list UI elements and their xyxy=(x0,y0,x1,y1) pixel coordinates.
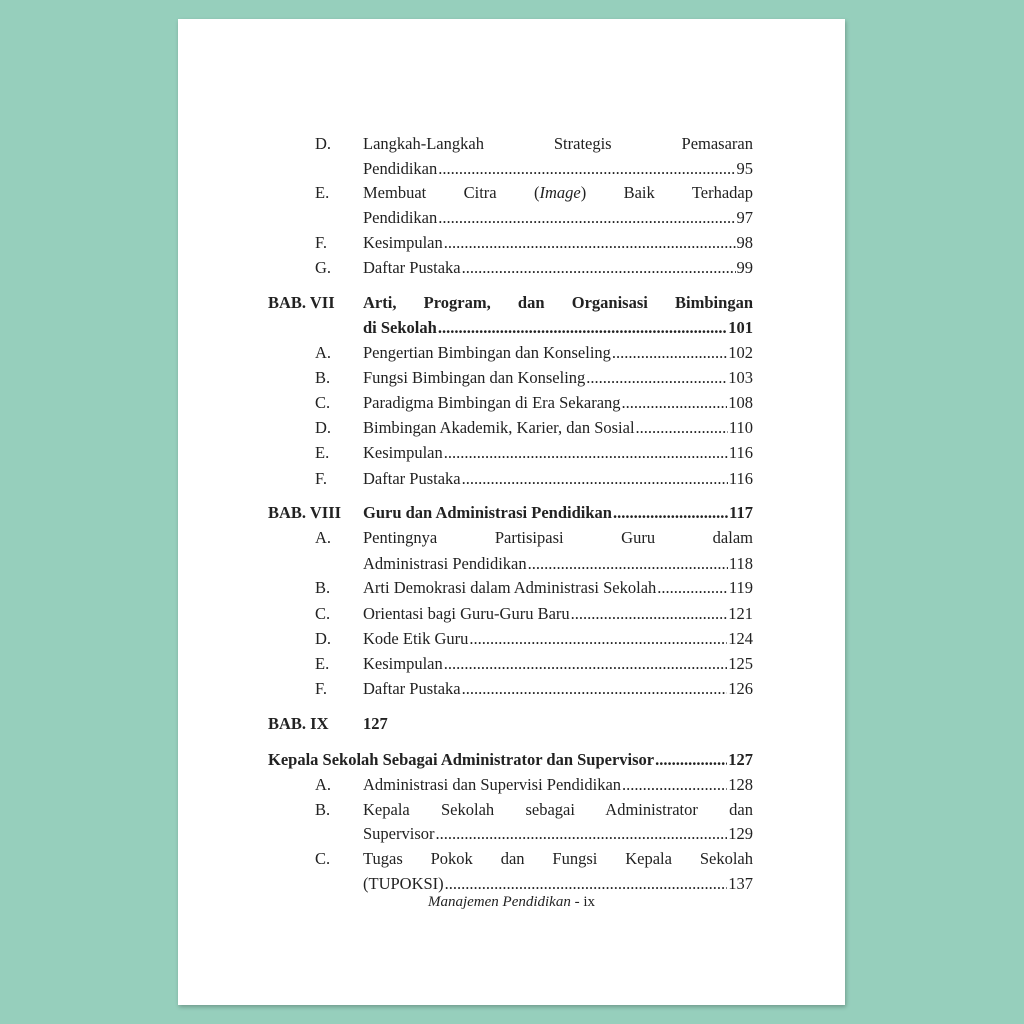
dot-leader xyxy=(613,501,728,525)
chapter-title: Arti, Program, dan Organisasi Bimbingan xyxy=(363,293,753,312)
toc-page-number: 128 xyxy=(728,775,753,794)
toc-entry-label: D. xyxy=(315,418,332,437)
toc-page-number: 95 xyxy=(736,159,753,178)
toc-entry-text: Kesimpulan xyxy=(363,443,443,462)
toc-entry-text: Kode Etik Guru xyxy=(363,629,469,648)
toc-page-number: 121 xyxy=(728,604,753,623)
toc-entry-text: Pendidikan xyxy=(363,159,438,178)
toc-entry-continuation xyxy=(268,157,753,181)
toc-entry-text: Administrasi Pendidikan xyxy=(363,554,527,573)
dot-leader xyxy=(622,773,727,797)
footer-separator: - xyxy=(570,894,584,910)
chapter-title: Kepala Sekolah Sebagai Administrator dan Supervisor xyxy=(268,750,655,769)
toc-entry-text: Daftar Pustaka xyxy=(363,679,461,698)
toc-entry xyxy=(268,441,753,465)
chapter-label: BAB. VIII xyxy=(268,503,342,522)
toc-entry-text: Supervisor xyxy=(363,824,435,843)
toc-chapter xyxy=(268,291,753,315)
chapter-title: di Sekolah xyxy=(363,318,437,337)
chapter-page-number: 127 xyxy=(363,714,388,733)
dot-leader xyxy=(655,748,727,772)
toc-page-number: 110 xyxy=(728,418,753,437)
dot-leader xyxy=(657,576,728,600)
toc-entry-label: C. xyxy=(315,849,331,868)
toc-entry xyxy=(268,773,753,797)
dot-leader xyxy=(444,231,736,255)
chapter-label: BAB. VII xyxy=(268,293,335,312)
toc-entry-text: Pendidikan xyxy=(363,208,438,227)
toc-entry xyxy=(268,526,753,550)
toc-entry-text: Membuat Citra (Image) Baik Terhadap xyxy=(363,183,753,202)
dot-leader xyxy=(528,552,728,576)
dot-leader xyxy=(444,652,728,676)
toc-entry xyxy=(268,231,753,255)
toc-entry-text: Pengertian Bimbingan dan Konseling xyxy=(363,343,611,362)
dot-leader xyxy=(438,157,735,181)
toc-entry-label: B. xyxy=(315,800,331,819)
dot-leader xyxy=(438,316,727,340)
toc-entry-text: Arti Demokrasi dalam Administrasi Sekolah xyxy=(363,578,657,597)
dot-leader xyxy=(622,391,728,415)
toc-page-number: 97 xyxy=(736,208,753,227)
toc-entry-label: C. xyxy=(315,604,331,623)
toc-entry-text: Kepala Sekolah sebagai Administrator dan xyxy=(363,800,753,819)
toc-entry-label: E. xyxy=(315,443,330,462)
dot-leader xyxy=(586,366,727,390)
toc-entry-label: A. xyxy=(315,775,332,794)
toc-entry-text: Orientasi bagi Guru-Guru Baru xyxy=(363,604,570,623)
toc-page-number: 137 xyxy=(728,874,753,893)
toc-entry-label: A. xyxy=(315,343,332,362)
toc-entry xyxy=(268,132,753,156)
toc-entry-label: F. xyxy=(315,679,327,698)
toc-entry-continuation xyxy=(268,206,753,230)
toc-entry xyxy=(268,652,753,676)
toc-page-number: 98 xyxy=(736,233,753,252)
toc-page-number: 125 xyxy=(728,654,753,673)
dot-leader xyxy=(462,467,728,491)
toc-page-number: 108 xyxy=(728,393,753,412)
toc-entry xyxy=(268,391,753,415)
toc-page-number: 118 xyxy=(728,554,753,573)
footer-page-number: ix xyxy=(583,894,596,910)
footer-book-title: Manajemen Pendidikan xyxy=(427,894,571,910)
dot-leader xyxy=(444,441,728,465)
toc-entry-text: Bimbingan Akademik, Karier, dan Sosial xyxy=(363,418,635,437)
toc-entry-text: Fungsi Bimbingan dan Konseling xyxy=(363,368,586,387)
toc-entry xyxy=(268,847,753,871)
toc-entry-label: G. xyxy=(315,258,332,277)
toc-page-number: 99 xyxy=(736,258,753,277)
toc-entry xyxy=(268,341,753,365)
toc-entry-continuation xyxy=(268,872,753,896)
dot-leader xyxy=(462,256,736,280)
dot-leader xyxy=(636,416,728,440)
dot-leader xyxy=(469,627,727,651)
dot-leader xyxy=(462,677,728,701)
toc-entry-text: Pentingnya Partisipasi Guru dalam xyxy=(363,528,753,547)
toc-page-number: 124 xyxy=(728,629,753,648)
toc-entry xyxy=(268,798,753,822)
toc-entry-text: Paradigma Bimbingan di Era Sekarang xyxy=(363,393,621,412)
toc-page-number: 102 xyxy=(728,343,753,362)
toc-entry xyxy=(268,467,753,491)
toc-entry xyxy=(268,602,753,626)
toc-page-number: 129 xyxy=(728,824,753,843)
dot-leader xyxy=(612,341,727,365)
toc-entry-text: Daftar Pustaka xyxy=(363,469,461,488)
toc-entry-label: D. xyxy=(315,134,332,153)
toc-entry-continuation xyxy=(268,822,753,846)
toc-entry-label: F. xyxy=(315,233,327,252)
toc-entry-label: A. xyxy=(315,528,332,547)
toc-entry-text: Kesimpulan xyxy=(363,233,443,252)
toc-page-number: 116 xyxy=(728,443,753,462)
toc-entry-text: Kesimpulan xyxy=(363,654,443,673)
toc-entry xyxy=(268,627,753,651)
toc-entry-text: Administrasi dan Supervisi Pendidikan xyxy=(363,775,622,794)
toc-entry-text: Langkah-Langkah Strategis Pemasaran xyxy=(363,134,753,153)
dot-leader xyxy=(445,872,728,896)
toc-page-number: 126 xyxy=(728,679,753,698)
book-page xyxy=(178,19,845,1005)
dot-leader xyxy=(436,822,728,846)
toc-page-number: 116 xyxy=(728,469,753,488)
toc-entry-text: Daftar Pustaka xyxy=(363,258,461,277)
toc-page-number: 101 xyxy=(728,318,753,337)
toc-entry xyxy=(268,366,753,390)
toc-chapter xyxy=(268,501,753,525)
toc-entry-label: B. xyxy=(315,368,331,387)
toc-entry xyxy=(268,576,753,600)
toc-page-number: 103 xyxy=(728,368,753,387)
toc-entry xyxy=(268,416,753,440)
toc-entry-label: E. xyxy=(315,183,330,202)
toc-chapter-continuation xyxy=(268,316,753,340)
page-footer xyxy=(178,894,845,911)
toc-page-number: 117 xyxy=(729,503,753,522)
toc-entry-label: C. xyxy=(315,393,331,412)
toc-entry-continuation xyxy=(268,552,753,576)
toc-entry-text: (TUPOKSI) xyxy=(363,874,444,893)
toc-chapter xyxy=(268,712,753,736)
toc-entry-label: B. xyxy=(315,578,331,597)
toc-entry-label: F. xyxy=(315,469,327,488)
dot-leader xyxy=(571,602,728,626)
toc-entry xyxy=(268,181,753,205)
toc-entry-label: D. xyxy=(315,629,332,648)
chapter-title: Guru dan Administrasi Pendidikan xyxy=(363,503,612,522)
toc-entry xyxy=(268,677,753,701)
toc-page-number: 119 xyxy=(728,578,753,597)
toc-chapter-title xyxy=(268,748,753,772)
toc-entry-text: Tugas Pokok dan Fungsi Kepala Sekolah xyxy=(363,849,753,868)
dot-leader xyxy=(438,206,735,230)
toc-entry xyxy=(268,256,753,280)
chapter-label: BAB. IX xyxy=(268,714,329,733)
toc-page-number: 127 xyxy=(728,750,753,769)
toc-entry-label: E. xyxy=(315,654,330,673)
